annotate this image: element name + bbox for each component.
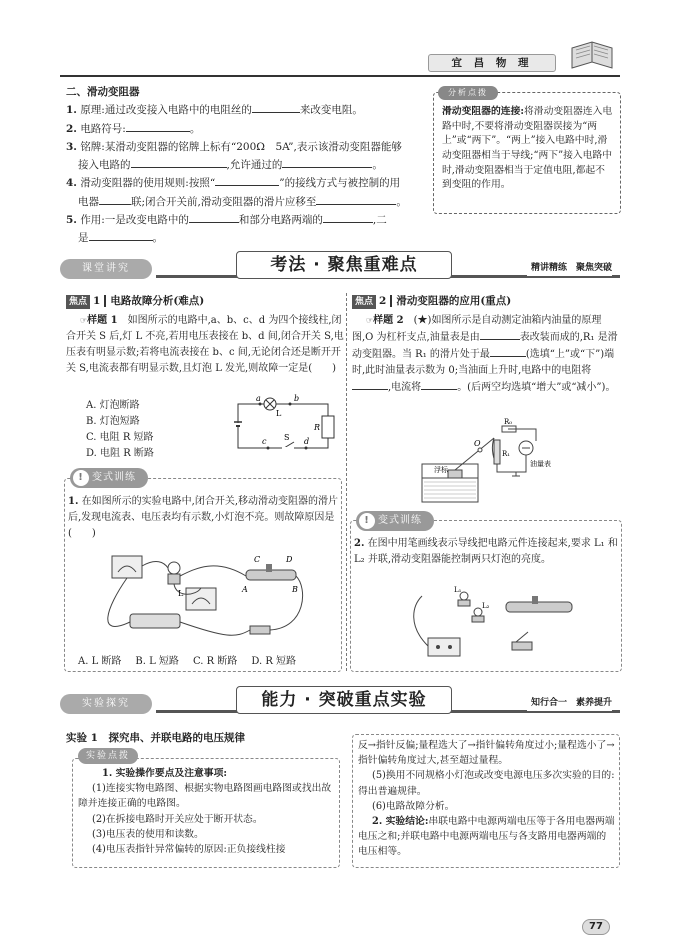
item-2: 2. 电路符号: 。 — [66, 122, 201, 135]
circuit-diagram-1 — [228, 392, 338, 464]
label-R: R — [314, 423, 321, 432]
svg-text:A: A — [242, 585, 248, 594]
banner-subtitle: 精讲精练 聚焦突破 — [527, 262, 612, 276]
label-S: S — [284, 433, 290, 442]
example-1: ☞样题 1 如图所示的电路中,a、b、c、d 为四个接线柱,闭合开关 S 后,灯 L 不亮,若用电压表接在 b、d 间,闭合开关 S,电压表有明显示数;若将电流表接在 b、c 间,无论闭合还是断开开关 S,电流表都有明显示数,且灯泡 L 发光,则故障一定是( ) — [66, 315, 344, 374]
tip-label: 分析点拨 — [438, 86, 498, 100]
option-a[interactable]: A. L 断路 — [78, 656, 122, 667]
banner-subtitle: 知行合一 素养提升 — [527, 697, 612, 711]
practice-2-question: 2. 在图中用笔画线表示导线把电路元件连接起来,要求 L₁ 和 L₂ 并联,滑动变阻器能控制两只灯泡的亮度。 — [354, 538, 618, 565]
practice-label-1: ! 变式训练 — [70, 468, 148, 488]
oil-gauge-figure — [418, 418, 551, 508]
svg-text:油量表: 油量表 — [530, 460, 551, 468]
book-icon — [568, 38, 616, 74]
option-a[interactable]: A. 灯泡断路 — [86, 400, 140, 411]
banner-experiment — [60, 690, 620, 716]
tip-box: 滑动变阻器的连接:将滑动变阻器连入电路中时,不要将滑动变阻器误接为“两上”或“两下”。“两上”接入电路中时,滑动变阻器相当于导线;“两下”接入电路中时,滑动变阻器相当于定值电阻,都起不到变阻的作用。 — [433, 92, 621, 214]
option-d[interactable]: D. 电阻 R 断路 — [86, 448, 154, 459]
focus-2-head: 焦点 2 滑动变阻器的应用(重点) — [352, 293, 622, 309]
section-sliding-rheostat — [66, 84, 426, 248]
section-title: 二、滑动变阻器 — [66, 86, 140, 98]
svg-text:L₂: L₂ — [482, 602, 490, 610]
item-3-cont: 接入电路的 ,允许通过的 。 — [78, 159, 383, 172]
example-2: ☞样题 2 (★)如图所示是自动测定油箱内油量的原理图,O 为杠杆支点,油量表是由 表改装而成的,R₁ 是滑动变阻器。当 R₁ 的滑片处于最 (选填“上”或“下”)端时,此时油量表示数为 0;当油面上升时,电路中的电阻将,电流将 。(后两空均选填“增大”或“减小”)。 — [352, 315, 618, 393]
banner-badge: 实验探究 — [60, 694, 152, 714]
experiment-left-text: 1. 实验操作要点及注意事项: (1)连接实物电路图、根据实物电路图画电路图或找出故障并连接正确的电路图。 (2)在拆接电路时开关应处于断开状态。 (3)电压表的使用和读数。 (4)电压表指针异常偏转的原因:正负接线柱接 — [78, 768, 332, 855]
svg-text:R₀: R₀ — [504, 418, 513, 426]
svg-text:O: O — [474, 439, 481, 448]
label-L: L — [276, 409, 282, 418]
focus-1-head: 焦点 1 电路故障分析(难点) — [66, 293, 346, 309]
practice-1-options — [78, 654, 338, 670]
svg-text:L₁: L₁ — [454, 586, 462, 594]
header-rule — [60, 75, 620, 77]
label-a: a — [256, 394, 261, 403]
label-b: b — [294, 394, 300, 403]
item-4: 4. 滑动变阻器的使用规则:按照“ ”的接线方式与被控制的用 — [66, 177, 401, 190]
banner-badge: 课堂讲究 — [60, 259, 152, 279]
svg-text:R₁: R₁ — [502, 450, 511, 458]
banner-key-points — [60, 255, 620, 281]
experiment-figure-1 — [86, 548, 316, 648]
option-d[interactable]: D. R 短路 — [251, 656, 297, 667]
experiment-right-text: 反→指针反偏;量程选大了→指针偏转角度过小;量程选小了→指针偏转角度过大,甚至超过量程。 (5)换用不同规格小灯泡或改变电源电压多次实验的目的:得出普遍规律。 (6)电路故障分析。 2. 实验结论:串联电路中电源两端电压等于各用电器两端电压之和;并联电路中电源两端电压与各支路用电器两端的电压相等。 — [358, 740, 615, 858]
option-b[interactable]: B. 灯泡短路 — [86, 416, 140, 427]
svg-text:浮标: 浮标 — [434, 466, 448, 474]
item-3: 3. 铭牌:某滑动变阻器的铭牌上标有“200Ω 5A”,表示该滑动变阻器能够 — [66, 140, 402, 153]
svg-text:D: D — [286, 555, 293, 564]
option-c[interactable]: C. 电阻 R 短路 — [86, 432, 154, 443]
item-5: 5. 作用:一是改变电路中的 和部分电路两端的 ,二 — [66, 213, 387, 226]
practice-1-question: 1. 在如图所示的实验电路中,闭合开关,移动滑动变阻器的滑片后,发现电流表、电压表均有示数,小灯泡不亮。则故障原因是( ) — [68, 496, 338, 539]
example-1-options — [86, 398, 206, 462]
label-c: c — [262, 437, 267, 446]
bulb-icon: ! — [73, 470, 89, 486]
banner-title: 能力 · 突破重点实验 — [236, 686, 452, 714]
svg-text:L: L — [178, 589, 184, 598]
column-divider — [346, 293, 347, 671]
experiment-title: 实验 1 探究串、并联电路的电压规律 — [66, 732, 245, 744]
brand-tag: 宜 昌 物 理 — [428, 54, 556, 72]
bulb-icon: ! — [359, 513, 375, 529]
parallel-circuit-figure — [402, 586, 582, 666]
experiment-badge: 实验点拨 — [78, 748, 138, 764]
item-1: 1. 原理:通过改变接入电路中的电阻丝的 来改变电阻。 — [66, 104, 363, 117]
option-c[interactable]: C. R 断路 — [192, 656, 238, 667]
svg-text:C: C — [254, 555, 261, 564]
item-5-cont: 是 。 — [78, 232, 163, 245]
focus-2 — [352, 293, 622, 396]
option-b[interactable]: B. L 短路 — [135, 656, 179, 667]
item-4-cont: 电器 联;闭合开关前,滑动变阻器的滑片应移至 。 — [78, 195, 407, 208]
focus-1 — [66, 293, 346, 377]
practice-label-2: ! 变式训练 — [356, 511, 434, 531]
page-number: 77 — [582, 919, 610, 935]
svg-text:B: B — [292, 585, 298, 594]
label-d: d — [304, 437, 310, 446]
banner-title: 考法 · 聚焦重难点 — [236, 251, 452, 279]
